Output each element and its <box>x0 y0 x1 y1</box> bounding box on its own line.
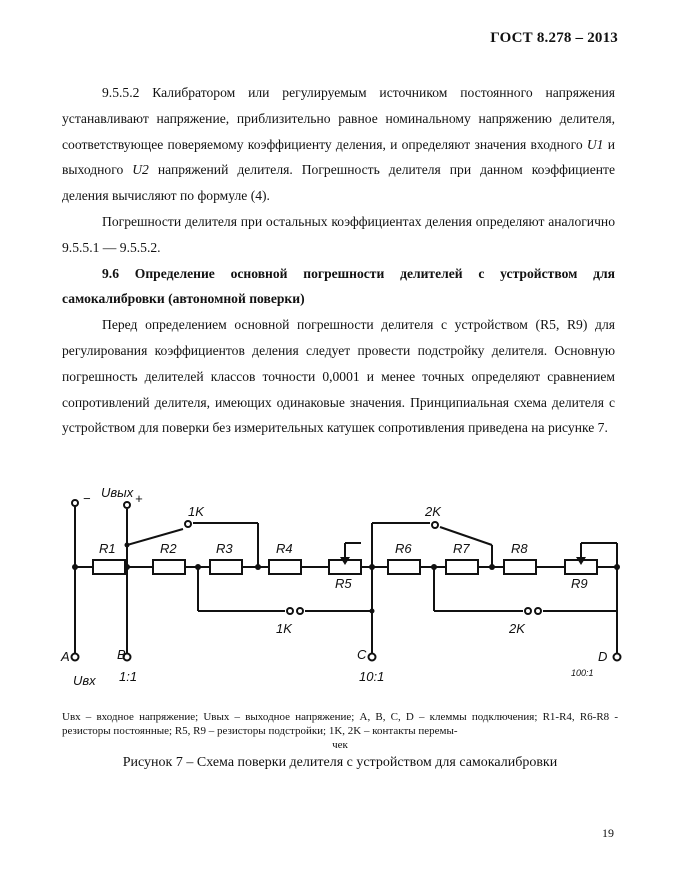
document-header: ГОСТ 8.278 – 2013 <box>490 30 618 46</box>
label-terminal-a: A <box>61 649 70 664</box>
label-r4: R4 <box>276 541 293 556</box>
resistor-r6 <box>388 560 420 574</box>
resistor-r8 <box>504 560 536 574</box>
section-heading-9-6: 9.6 Определение основной погрешности делителей с устройством для самокалибровки (автономной поверки) <box>62 265 615 307</box>
label-r6: R6 <box>395 541 412 556</box>
p1-part-c: напряжений делителя. Погрешность делителя при данном коэффициенте деления вычисляют по формуле (4). <box>62 162 615 204</box>
label-ratio-10-1: 10:1 <box>359 669 385 684</box>
var-u1: U1 <box>586 136 604 152</box>
terminal-c <box>369 654 376 661</box>
p1-part-b: и выходного <box>62 136 615 178</box>
resistor-r4 <box>269 560 301 574</box>
label-terminal-d: D <box>598 649 608 664</box>
body-text <box>62 80 615 441</box>
label-r3: R3 <box>216 541 233 556</box>
label-r2: R2 <box>160 541 177 556</box>
terminal-out-minus <box>72 500 78 506</box>
resistor-r1 <box>93 560 125 574</box>
terminal-d <box>614 654 621 661</box>
label-r1: R1 <box>99 541 116 556</box>
label-u-out: Uвых <box>101 487 134 500</box>
label-2k-top: 2K <box>425 504 441 519</box>
label-1k-top: 1K <box>188 504 204 519</box>
paragraph-errors: Погрешности делителя при остальных коэффициентах деления определяют аналогично 9.5.5.1 — 9.5.5.2. <box>62 213 615 255</box>
legend-line-2: чек <box>332 739 348 751</box>
label-u-in: Uвх <box>73 673 96 688</box>
label-terminal-b: B <box>117 647 126 662</box>
terminal-out-plus <box>124 502 130 508</box>
circuit-schematic <box>55 487 630 705</box>
figure-legend <box>62 710 618 752</box>
label-minus: − <box>83 491 91 506</box>
label-r7: R7 <box>453 541 470 556</box>
resistor-r7 <box>446 560 478 574</box>
label-2k-bottom: 2K <box>509 621 525 636</box>
page-number: 19 <box>602 826 614 840</box>
label-ratio-1-1: 1:1 <box>119 669 138 684</box>
paragraph-method: Перед определением основной погрешности делителя с устройством (R5, R9) для регулирования коэффициентов деления следует провести подстройку делителя. Основную погрешность делителей классов точности 0,0001 и менее точных определяют сравнением сопротивлений делителя, имеющих одинаковые значения. Принципиальная схема делителя с устройством для поверки без измерительных катушек сопротивления приведена на рисунке 7. <box>62 317 615 436</box>
resistor-r3 <box>210 560 242 574</box>
label-r5: R5 <box>335 576 352 591</box>
resistor-r2 <box>153 560 185 574</box>
p1-part-a: 9.5.5.2 Калибратором или регулируемым источником постоянного напряжения устанавливают напряжение, приблизительно равное номинальному напряжению делителя, соответствующее поверяемому коэффициенту деления, и определяют значения входного <box>62 85 615 152</box>
label-1k-bottom: 1K <box>276 621 292 636</box>
var-u2: U2 <box>132 162 149 178</box>
legend-line-1: Uвх – входное напряжение; Uвых – выходное напряжение; A, B, C, D – клеммы подключения; R1-R4, R6-R8 - резисторы постоянные; R5, R9 – резисторы подстройки; 1K, 2K – контакты перемы- <box>62 711 618 737</box>
label-r8: R8 <box>511 541 528 556</box>
terminal-a <box>72 654 79 661</box>
label-plus: + <box>135 491 143 506</box>
label-r9: R9 <box>571 576 588 591</box>
label-ratio-100-1: 100:1 <box>571 668 594 678</box>
paragraph-9-5-5-2 <box>62 80 615 209</box>
figure-caption: Рисунок 7 – Схема поверки делителя с устройством для самокалибровки <box>122 755 558 770</box>
label-terminal-c: C <box>357 647 367 662</box>
